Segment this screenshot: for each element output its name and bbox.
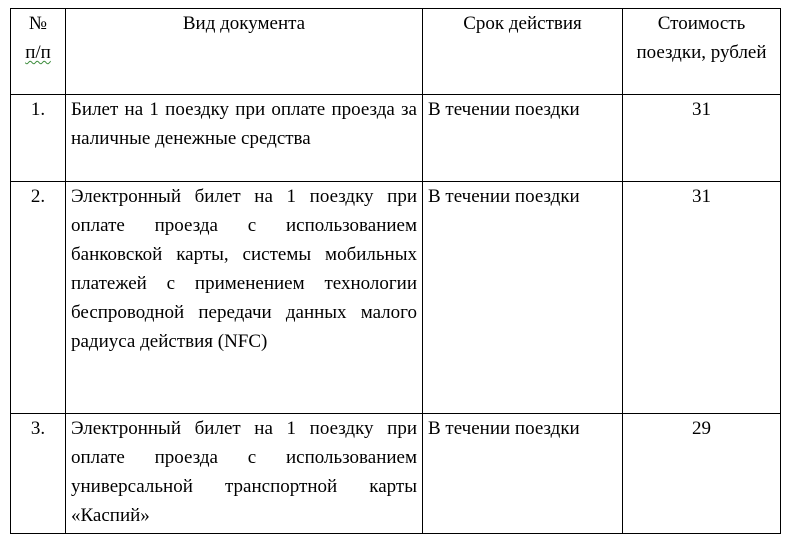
table-row bbox=[11, 182, 781, 414]
header-number-symbol: № bbox=[28, 13, 48, 34]
row-cost: 31 bbox=[623, 182, 781, 414]
table-header-row bbox=[11, 9, 781, 95]
row-validity-text: В течении поездки bbox=[428, 99, 580, 120]
header-cost: Стоимость поездки, рублей bbox=[623, 9, 781, 95]
row-validity-text: В течении поездки bbox=[428, 418, 580, 439]
row-validity-text: В течении поездки bbox=[428, 186, 580, 207]
row-cost: 29 bbox=[623, 414, 781, 534]
fare-table bbox=[10, 8, 781, 534]
row-doc-type: Электронный билет на 1 поездку при оплате проезда с использованием универсальной транспортной карты «Каспий» bbox=[66, 414, 423, 534]
row-validity bbox=[423, 414, 623, 534]
table-row bbox=[11, 414, 781, 534]
row-validity bbox=[423, 182, 623, 414]
row-doc-type: Билет на 1 поездку при оплате проезда за наличные денежные средства bbox=[66, 95, 423, 182]
row-doc-type: Электронный билет на 1 поездку при оплате проезда с использованием банковской карты, системы мобильных платежей с применением технологии беспроводной передачи данных малого радиуса действия (NFC) bbox=[66, 182, 423, 414]
row-validity bbox=[423, 95, 623, 182]
header-number bbox=[11, 9, 66, 95]
row-number: 2. bbox=[11, 182, 66, 414]
header-doc-type: Вид документа bbox=[66, 9, 423, 95]
header-number-abbrev: п/п bbox=[25, 42, 51, 63]
header-validity: Срок действия bbox=[423, 9, 623, 95]
row-number: 3. bbox=[11, 414, 66, 534]
row-number: 1. bbox=[11, 95, 66, 182]
table-row bbox=[11, 95, 781, 182]
row-cost: 31 bbox=[623, 95, 781, 182]
